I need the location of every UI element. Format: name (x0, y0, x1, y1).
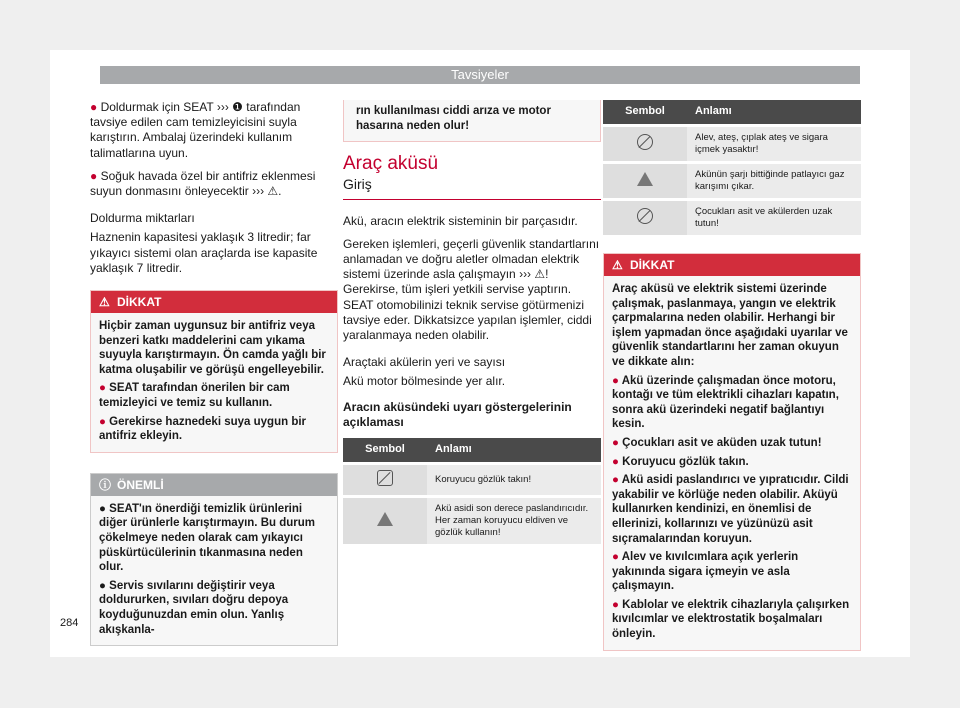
table-row: Çocukları asit ve akülerden uzak tutun! (603, 200, 861, 236)
note-bullet: ● Servis sıvılarını değiştirir veya doldururken, sıvıları doğru depoya koyduğunuzdan emin olun. Yanlış akışkanla- (99, 579, 289, 636)
warning-header (91, 291, 337, 313)
warning-bullet: ● Alev ve kıvılcımlara açık yerlerin yakınında sigara içmeyin ve asla çalışmayın. (612, 551, 799, 593)
note-title: ÖNEMLİ (117, 477, 164, 492)
column-2 (343, 100, 601, 544)
warning-text: Hiçbir zaman uygunsuz bir antifriz veya benzeri katkı maddelerini cam yıkama suyuyla karıştırmayın. Ön camda yağlı bir katma oluşabilir ve görüşü engelleyebilir. (99, 320, 326, 376)
paragraph: Haznenin kapasitesi yaklaşık 3 litredir; far yıkayıcı sistemi olan araçlarda ise kapasite yaklaşık 7 litredir. (90, 230, 318, 275)
paragraph (90, 169, 338, 199)
warning-bullet: ● Gerekirse haznedeki suya uygun bir antifriz ekleyin. (99, 415, 307, 443)
warning-header (604, 254, 860, 276)
table-header: Sembol (343, 438, 427, 464)
symbol-table (603, 100, 861, 235)
bullet-icon: ● (90, 168, 101, 183)
warning-bullet: ● Akü üzerinde çalışmadan önce motoru, kontağı ve tüm elektrikli cihazları kapatın, sonra akü üzerindeki negatif bağlantıyı kesin. (612, 374, 839, 431)
goggles-icon (377, 470, 393, 486)
page-header: Tavsiyeler (100, 66, 860, 84)
warning-icon: ⚠ (612, 258, 623, 272)
table-header: Anlamı (687, 100, 861, 126)
no-fire-icon (637, 134, 653, 150)
subheading: Araçtaki akülerin yeri ve sayısı (343, 355, 506, 370)
note-bullet: ● SEAT'ın önerdiği temizlik ürünlerini diğer ürünlerle karıştırmayın. Bu durum çökelmeye neden olarak cam yıkayıcı püskürtücülerinin tıkanmasına neden olur. (99, 502, 315, 574)
paragraph: Akü, aracın elektrik sisteminin bir parçasıdır. (343, 213, 578, 228)
table-row: Akü asidi son derece paslandırıcıdır. Her zaman koruyucu eldiven ve gözlük kullanın! (343, 497, 601, 545)
warning-bullet: ● Koruyucu gözlük takın. (612, 455, 749, 468)
note-box (90, 473, 338, 646)
warning-bullet: ● Kablolar ve elektrik cihazlarıyla çalışırken kıvılcımlar ve elektrostatik boşalmaları önleyin. (612, 598, 850, 641)
section-title: Araç aküsü (343, 153, 439, 175)
warning-body (91, 313, 337, 452)
column-1 (90, 100, 338, 646)
explosive-gas-icon (637, 172, 653, 186)
paragraph: Akü motor bölmesinde yer alır. (343, 374, 506, 389)
subheading: Doldurma miktarları (90, 211, 195, 226)
warning-box (90, 290, 338, 453)
acid-icon (377, 512, 393, 526)
warning-icon: ⚠ (99, 295, 110, 310)
warning-text: Araç aküsü ve elektrik sistemi üzerinde çalışmak, paslanmaya, yangın ve elektrik çarpmalarına neden olabilir. Herhangi bir işlem yapmadan önce aşağıdaki uyarılar ve güvenlik standartlarını her zaman okuyun ve dikkate alın: (612, 283, 848, 368)
table-header: Anlamı (427, 438, 601, 464)
text: Soğuk havada özel bir antifriz eklenmesi suyun donmasını önleyecektir ››› ⚠. (90, 168, 316, 199)
warning-title: DİKKAT (117, 295, 162, 310)
warning-bullet: ● Akü asidi paslandırıcı ve yıpratıcıdır. Cildi yakabilir ve körlüğe neden olabilir. Aküyü kullanırken kendinizi, en önemlisi de ellerinizi, kollarınızı ve yüzünüzü asit sıçramalarından koruyun. (612, 474, 849, 545)
warning-bullet: ● SEAT tarafından önerilen bir cam temizleyici ve temiz su kullanın. (99, 382, 290, 409)
text: Doldurmak için SEAT ››› ❶ tarafından tavsiye edilen cam temizleyicisini suyla karıştırın. Ambalaj üzerindeki kullanım talimatlarına uyun. (90, 100, 301, 160)
paragraph: Gereken işlemleri, geçerli güvenlik standartlarını anlamadan ve doğru aletler olmadan elektrik sistemi üzerinde asla çalışmayın ››› ⚠! Gerekirse, tüm işleri yetkili servise yaptırın. SEAT otomobilinizi teknik servise götürmenizi tavsiye eder. Dikkatsizce yapılan işlemler, ciddi yaralanmaya neden olabilir. (343, 236, 600, 343)
warning-bullet: ● Çocukları asit ve aküden uzak tutun! (612, 436, 822, 449)
table-row: Koruyucu gözlük takın! (343, 464, 601, 497)
paragraph (90, 100, 338, 161)
symbol-table (343, 438, 601, 544)
warning-body (604, 276, 860, 650)
bullet-icon: ● (90, 100, 101, 114)
info-icon: ⓘ (99, 477, 112, 492)
section-subtitle: Giriş (343, 177, 601, 199)
note-header (91, 474, 337, 496)
table-row: Akünün şarjı bittiğinde patlayıcı gaz karışımı çıkar. (603, 163, 861, 200)
keep-children-away-icon (637, 208, 653, 224)
table-row: Alev, ateş, çıplak ateş ve sigara içmek yasaktır! (603, 126, 861, 163)
table-header: Sembol (603, 100, 687, 126)
warning-title: DİKKAT (630, 258, 675, 272)
column-3 (603, 100, 861, 651)
subheading: Aracın aküsündeki uyarı göstergelerinin açıklaması (343, 399, 572, 429)
note-body (91, 496, 337, 645)
warning-continuation: rın kullanılması ciddi arıza ve motor hasarına neden olur! (343, 100, 601, 142)
warning-box (603, 253, 861, 651)
page-number: 284 (60, 617, 79, 629)
